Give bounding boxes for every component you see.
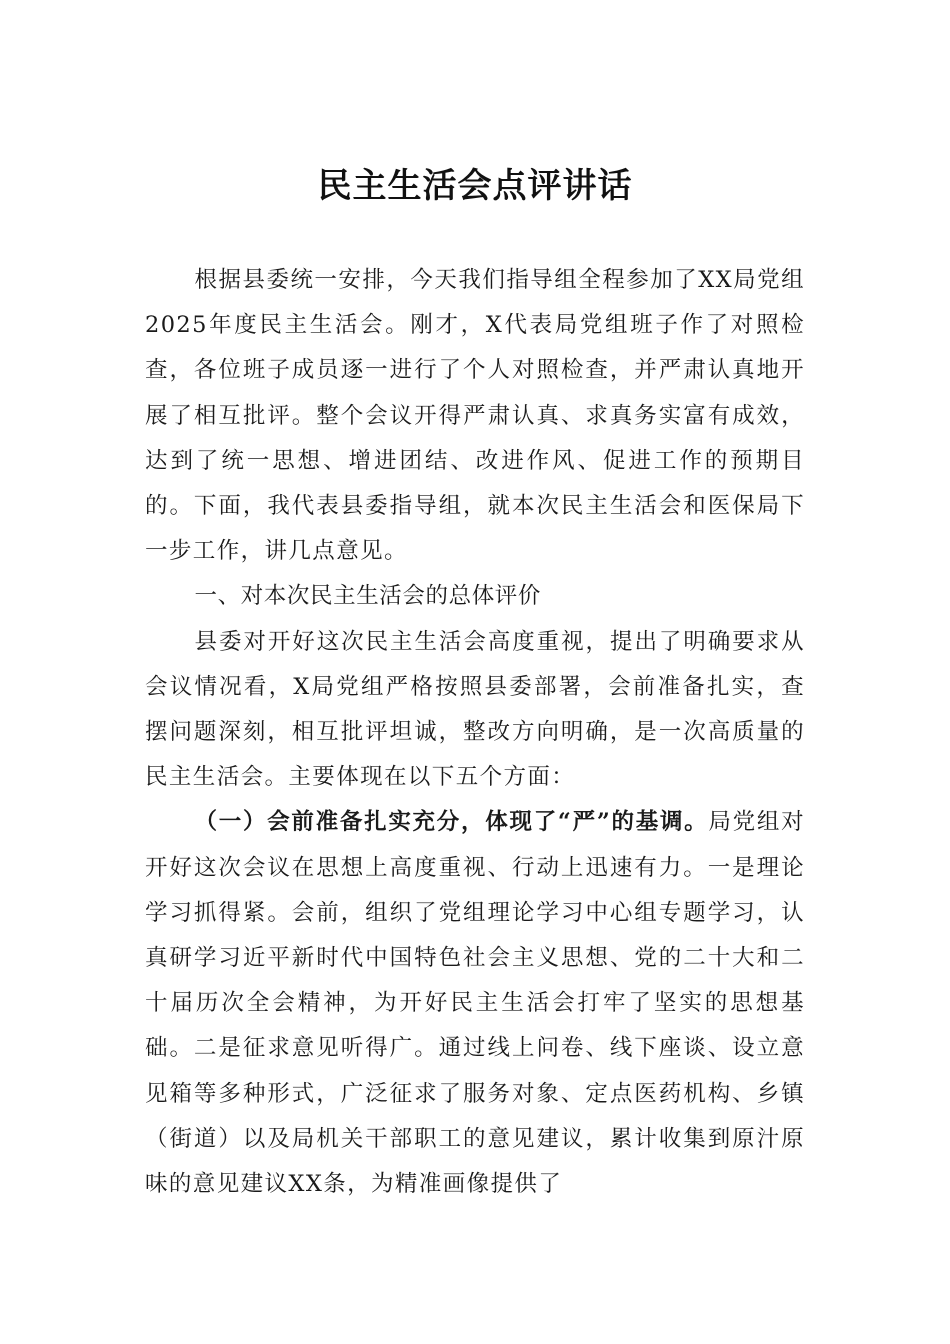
subsection-paragraph	[145, 800, 805, 1207]
subsection-text: 局党组对开好这次会议在思想上高度重视、行动上迅速有力。一是理论学习抓得紧。会前，组织了党组理论学习中心组专题学习，认真研学习近平新时代中国特色社会主义思想、党的二十大和二十届历次全会精神，为开好民主生活会打牢了坚实的思想基础。二是征求意见听得广。通过线上问卷、线下座谈、设立意见箱等多种形式，广泛征求了服务对象、定点医药机构、乡镇（街道）以及局机关干部职工的意见建议，累计收集到原汁原味的意见建议XX条，为精准画像提供了	[145, 809, 805, 1198]
intro-paragraph: 根据县委统一安排，今天我们指导组全程参加了XX局党组2025年度民主生活会。刚才，X代表局党组班子作了对照检查，各位班子成员逐一进行了个人对照检查，并严肃认真地开展了相互批评。整个会议开得严肃认真、求真务实富有成效，达到了统一思想、增进团结、改进作风、促进工作的预期目的。下面，我代表县委指导组，就本次民主生活会和医保局下一步工作，讲几点意见。	[145, 267, 805, 565]
subsection-heading: （一）会前准备扎实充分，体现了“严”的基调。	[194, 809, 709, 836]
section-heading: 一、对本次民主生活会的总体评价	[194, 583, 542, 610]
document-title: 民主生活会点评讲话	[317, 166, 633, 206]
evaluation-paragraph: 县委对开好这次民主生活会高度重视，提出了明确要求从会议情况看，X局党组严格按照县委部署，会前准备扎实，查摆问题深刻，相互批评坦诚，整改方向明确，是一次高质量的民主生活会。主要体现在以下五个方面：	[145, 628, 805, 791]
document-body	[145, 258, 805, 1207]
